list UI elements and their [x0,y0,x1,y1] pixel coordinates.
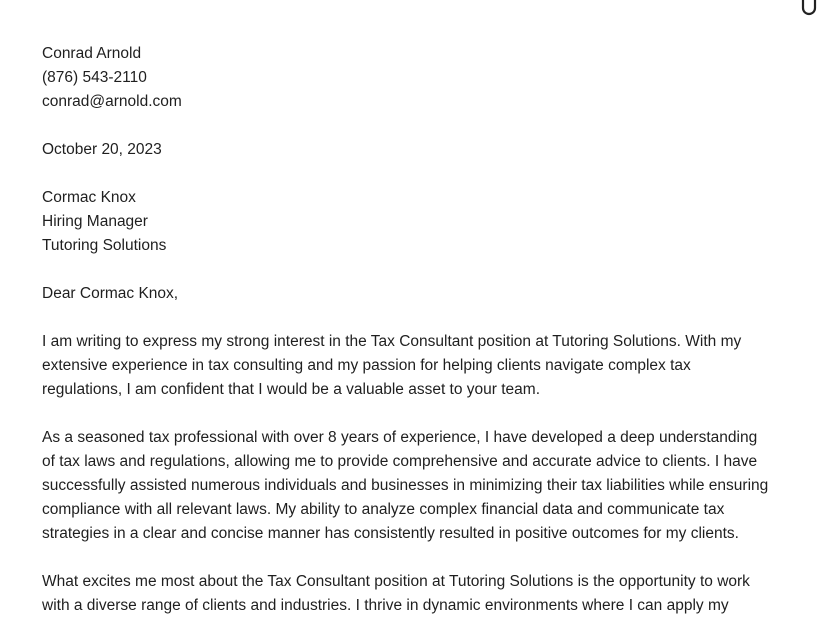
recipient-company: Tutoring Solutions [42,237,167,254]
paragraph-line: regulations, I am confident that I would be a valuable asset to your team. [42,381,541,398]
paragraph-line: with a diverse range of clients and industries. I thrive in dynamic environments where I can apply my [42,597,729,614]
body-paragraph-1 [42,330,802,402]
paragraph-line: I am writing to express my strong interest in the Tax Consultant position at Tutoring Solutions. With my [42,333,742,350]
salutation: Dear Cormac Knox, [42,285,179,302]
paragraph-line: successfully assisted numerous individuals and businesses in minimizing their tax liabilities while ensuring [42,477,769,494]
paragraph-line: of tax laws and regulations, allowing me to provide comprehensive and accurate advice to clients. I have [42,453,758,470]
recipient-title: Hiring Manager [42,213,148,230]
body-paragraph-2 [42,426,802,546]
paragraph-line: As a seasoned tax professional with over 8 years of experience, I have developed a deep understanding [42,429,758,446]
paragraph-line: compliance with all relevant laws. My ability to analyze complex financial data and communicate tax [42,501,725,518]
cursor-caret-icon [800,0,818,16]
paragraph-line: strategies in a clear and concise manner has consistently resulted in positive outcomes for my clients. [42,525,739,542]
paragraph-line: What excites me most about the Tax Consultant position at Tutoring Solutions is the opportunity to work [42,573,750,590]
sender-phone: (876) 543-2110 [42,69,147,86]
sender-email: conrad@arnold.com [42,93,182,110]
letter-date: October 20, 2023 [42,141,162,158]
cover-letter [42,42,802,620]
recipient-name: Cormac Knox [42,189,136,206]
body-paragraph-3 [42,570,802,618]
paragraph-line: extensive experience in tax consulting and my passion for helping clients navigate complex tax [42,357,691,374]
sender-name: Conrad Arnold [42,45,142,62]
